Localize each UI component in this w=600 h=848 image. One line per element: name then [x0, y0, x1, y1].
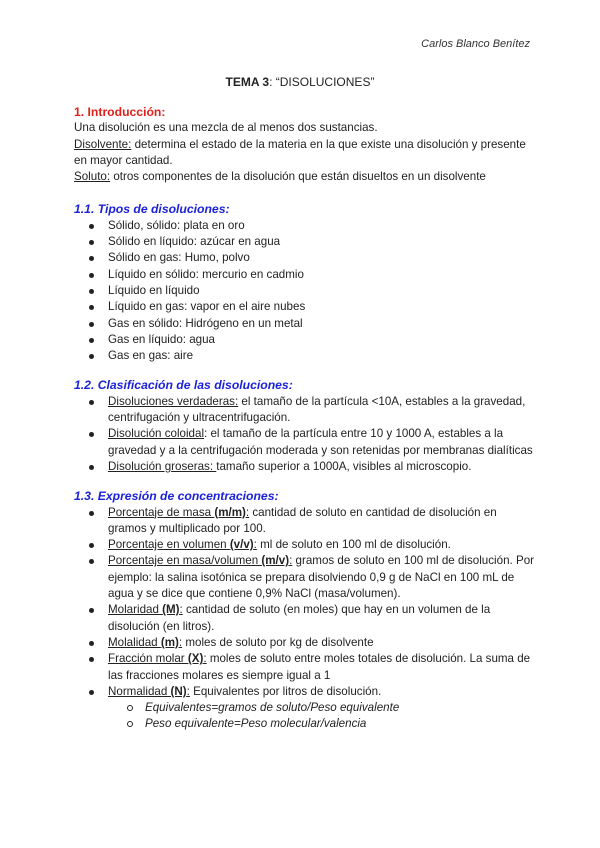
item-text: moles de soluto entre moles totales de disolución. La suma de las fracciones molares es siempre igual a 1 — [108, 652, 531, 682]
list-item: Sólido en gas: Humo, polvo — [108, 250, 534, 266]
sub-list-item: Peso equivalente=Peso molecular/valencia — [145, 716, 534, 732]
item-term: Disolución coloidal — [108, 427, 205, 441]
document-body — [74, 104, 534, 733]
title-bold: TEMA 3 — [225, 75, 270, 89]
classification-list — [74, 394, 534, 475]
item-term: Disolución groseras: — [108, 459, 217, 473]
title-rest: : “DISOLUCIONES” — [269, 75, 375, 89]
sub-list-item: Equivalentes=gramos de soluto/Peso equivalente — [145, 700, 534, 716]
solvent-definition — [74, 137, 534, 170]
normality-sublist — [108, 700, 534, 733]
item-text: moles de soluto por kg de disolvente — [182, 635, 374, 649]
list-item — [108, 459, 534, 475]
list-item — [108, 651, 534, 684]
list-item — [108, 602, 534, 635]
list-item — [108, 553, 534, 602]
item-text: el tamaño de la partícula <10A, estables a la gravedad, centrifugación y ultracentrifugación. — [108, 394, 526, 425]
item-term: Porcentaje en masa/volumen (m/v): — [108, 554, 293, 568]
list-item — [108, 537, 534, 553]
item-term: Disoluciones verdaderas: — [108, 394, 239, 408]
concentrations-heading: 1.3. Expresión de concentraciones: — [74, 489, 279, 504]
solvent-term: Disolvente: — [74, 137, 132, 151]
item-text: : el tamaño de la partícula entre 10 y 1000 A, estables a la gravedad y a la centrifugación moderada y son retenidas por membranas dialíticas — [108, 427, 533, 457]
list-item: Sólido en líquido: azúcar en agua — [108, 234, 534, 250]
list-item — [108, 505, 534, 538]
item-term: Fracción molar (X): — [108, 652, 207, 666]
list-item: Gas en líquido: agua — [108, 332, 534, 348]
item-term: Porcentaje en volumen (v/v): — [108, 538, 257, 552]
item-term: Porcentaje de masa (m/m): — [108, 505, 250, 519]
list-item — [108, 426, 534, 459]
item-text: tamaño superior a 1000A, visibles al microscopio. — [216, 459, 472, 473]
types-heading: 1.1. Tipos de disoluciones: — [74, 202, 230, 217]
item-text: cantidad de soluto en cantidad de disolución en gramos y multiplicado por 100. — [108, 505, 497, 535]
solvent-text: determina el estado de la materia en la que existe una disolución y presente en mayor cantidad. — [74, 137, 526, 167]
item-text: Equivalentes por litros de disolución. — [189, 684, 382, 698]
list-item: Sólido, sólido: plata en oro — [108, 218, 534, 234]
item-term: Molalidad (m): — [108, 635, 183, 649]
item-term: Normalidad (N): — [108, 684, 190, 698]
list-item — [108, 684, 534, 733]
list-item: Gas en gas: aire — [108, 348, 534, 364]
list-item — [108, 635, 534, 651]
item-text: cantidad de soluto (en moles) que hay en un volumen de la disolución (en litros). — [108, 603, 491, 633]
types-list — [74, 218, 534, 365]
concentrations-list — [74, 505, 534, 733]
item-term: Molaridad (M): — [108, 603, 183, 617]
list-item: Gas en sólido: Hidrógeno en un metal — [108, 316, 534, 332]
intro-heading: 1. Introducción: — [74, 105, 166, 119]
list-item — [108, 394, 534, 427]
list-item: Líquido en sólido: mercurio en cadmio — [108, 267, 534, 283]
author-name: Carlos Blanco Benítez — [421, 38, 530, 50]
solute-term: Soluto: — [74, 170, 111, 184]
list-item: Líquido en líquido — [108, 283, 534, 299]
intro-line: Una disolución es una mezcla de al menos dos sustancias. — [74, 121, 378, 135]
document-title — [0, 75, 600, 89]
item-text: ml de soluto en 100 ml de disolución. — [256, 538, 451, 552]
solute-definition — [74, 169, 534, 185]
list-item: Líquido en gas: vapor en el aire nubes — [108, 299, 534, 315]
item-text: gramos de soluto en 100 ml de disolución. Por ejemplo: la salina isotónica se prepara disolviendo 0,9 g de NaCl en 100 mL de agua y se dice que contiene 0,9% NaCl (masa/volumen). — [108, 554, 535, 601]
classification-heading: 1.2. Clasificación de las disoluciones: — [74, 378, 293, 393]
solute-text: otros componentes de la disolución que están disueltos en un disolvente — [110, 170, 486, 184]
